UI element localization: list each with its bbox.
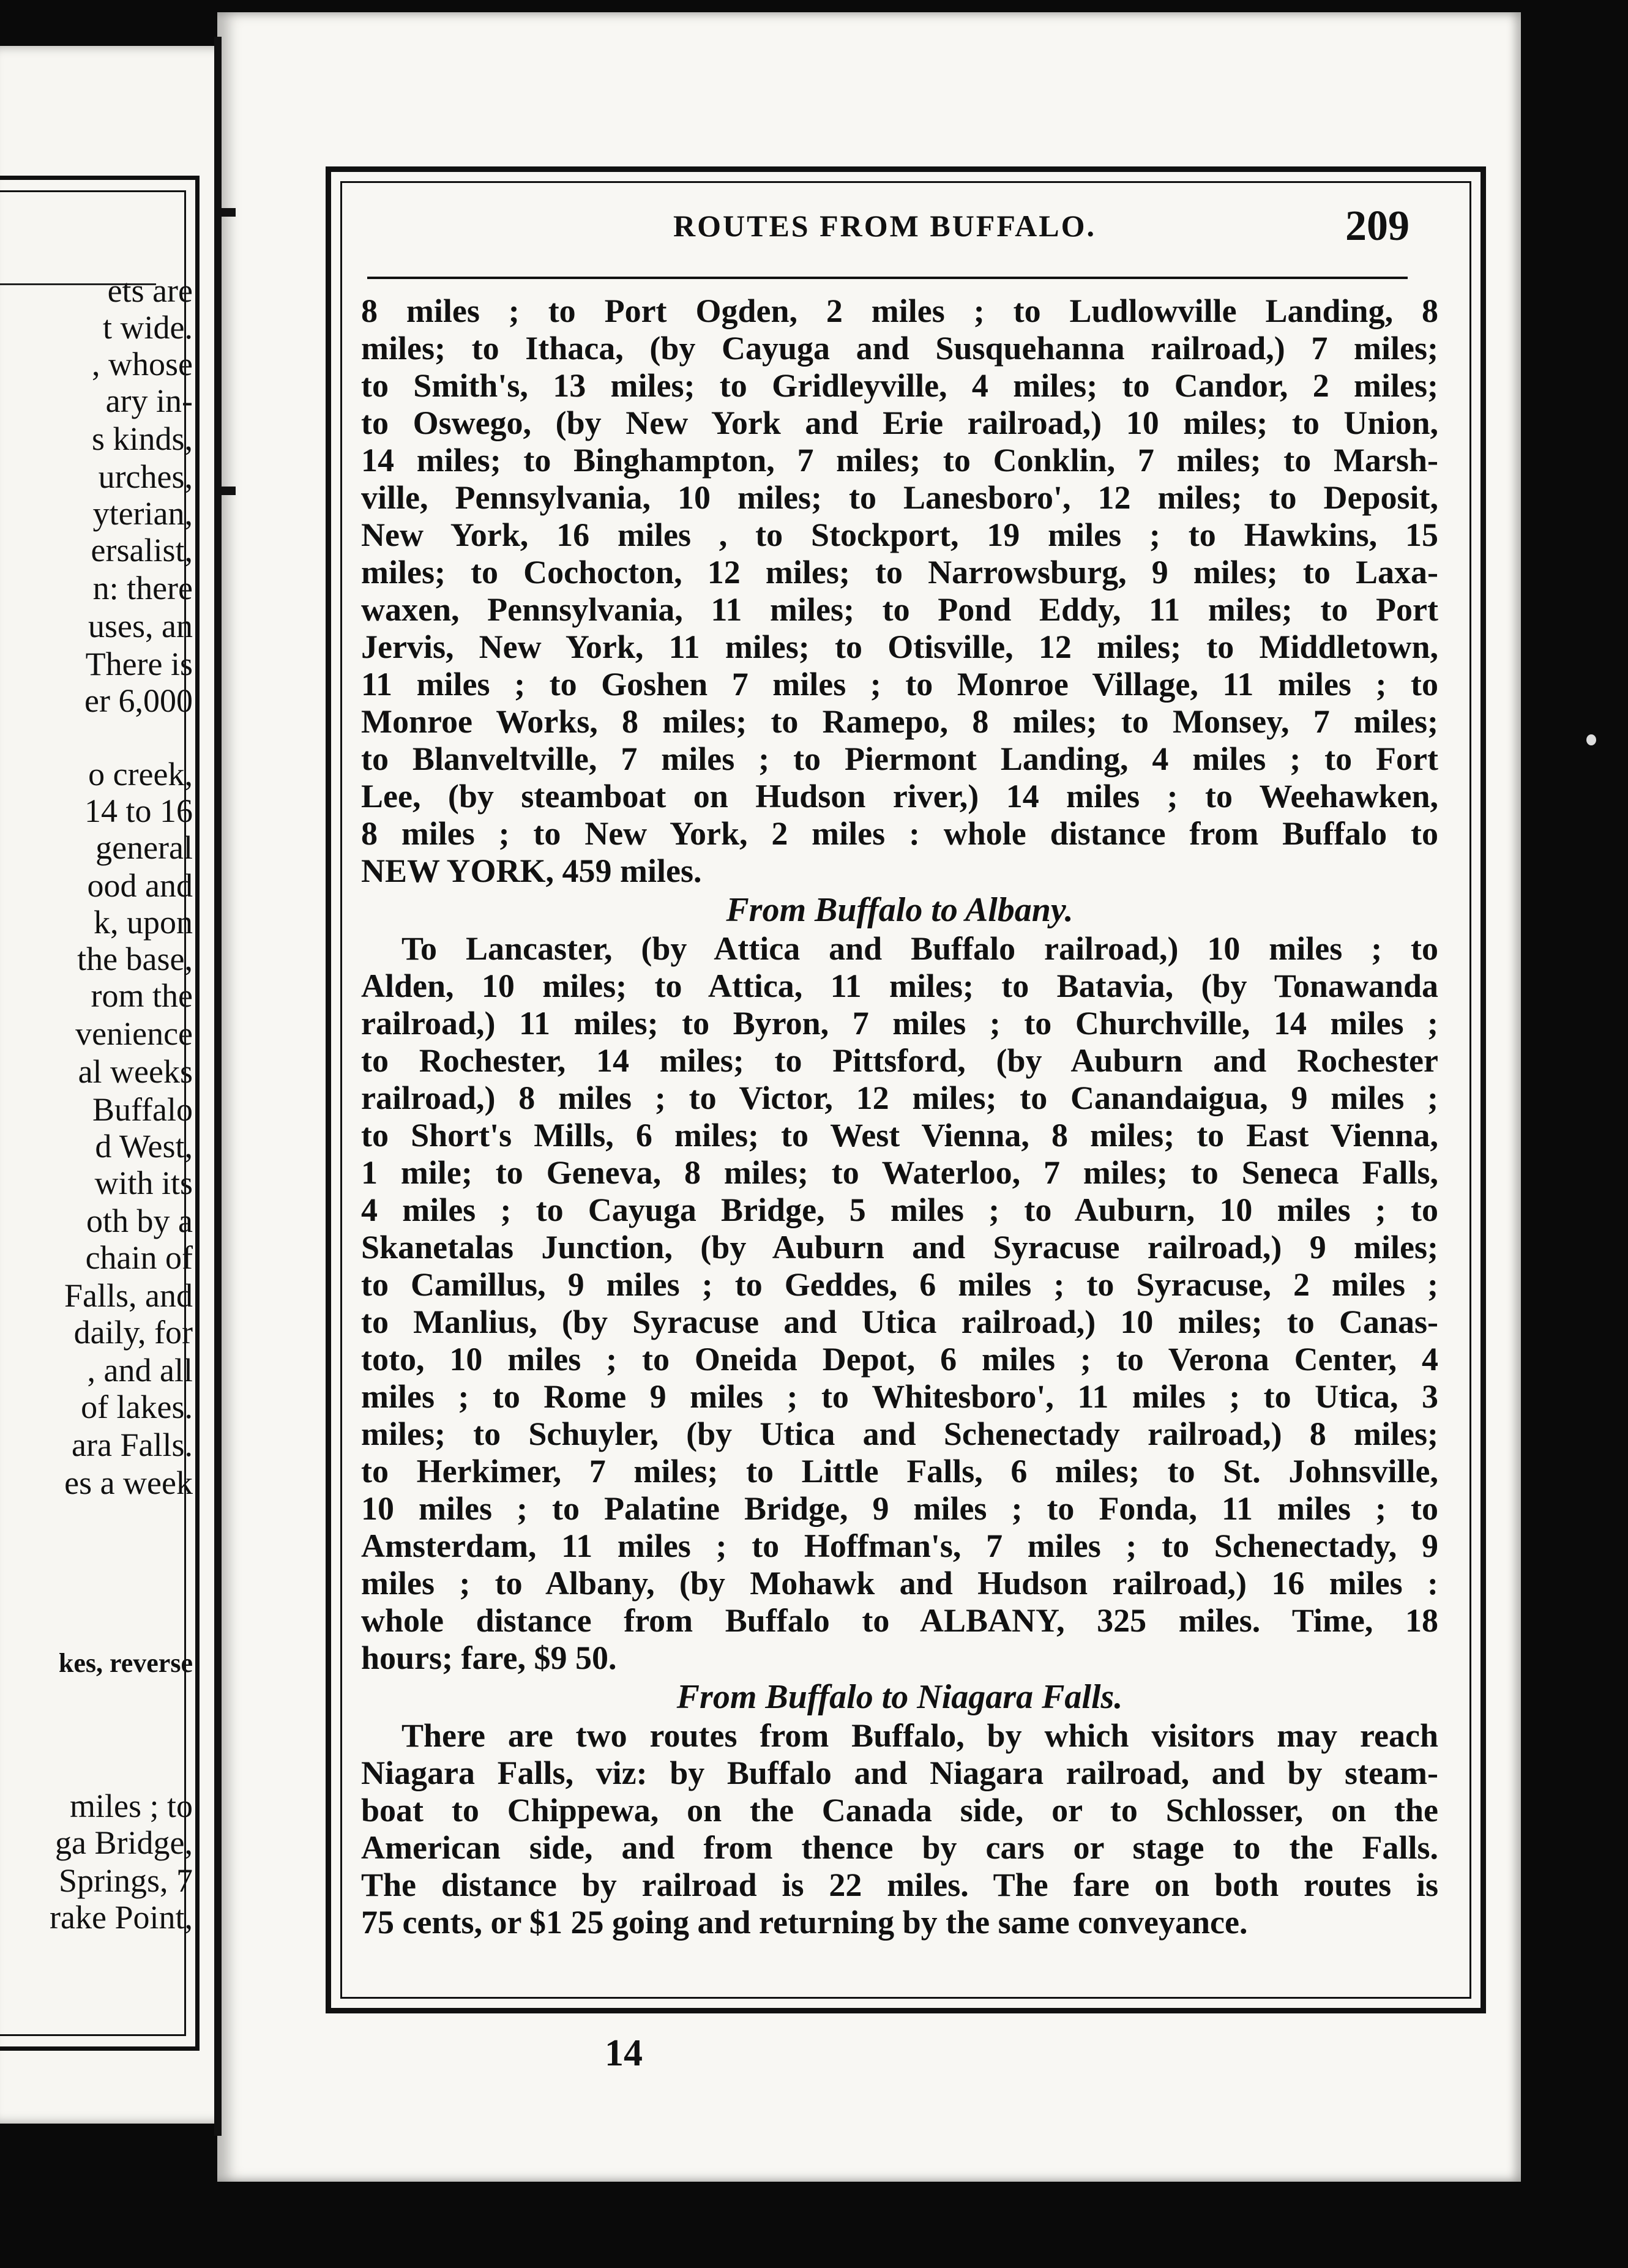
text-line: Alden, 10 miles; to Attica, 11 miles; to Batavia, (by Tonawanda [361, 968, 1438, 1004]
left-page-line: of lakes. [81, 1389, 193, 1425]
left-page-line: oth by a [86, 1203, 193, 1239]
left-page-line: There is [85, 646, 193, 682]
left-page-line: t wide. [103, 309, 193, 346]
left-page-line: miles ; to [70, 1788, 193, 1824]
text-line: miles; to Schuyler, (by Utica and Schenectady railroad,) 8 miles; [361, 1416, 1438, 1452]
spine-mark [217, 208, 236, 217]
left-page-line: , whose [92, 346, 193, 382]
left-page-line: Buffalo [92, 1091, 193, 1128]
text-line: miles ; to Rome 9 miles ; to Whitesboro', 11 miles ; to Utica, 3 [361, 1378, 1438, 1415]
text-line: miles; to Ithaca, (by Cayuga and Susquehanna railroad,) 7 miles; [361, 330, 1438, 367]
head-rule [367, 277, 1408, 279]
main-text [361, 293, 1438, 1941]
text-line: toto, 10 miles ; to Oneida Depot, 6 miles ; to Verona Center, 4 [361, 1341, 1438, 1378]
left-page-line: al weeks [78, 1053, 193, 1090]
section-route-to-new-york [361, 293, 1438, 890]
left-page-line: , and all [87, 1352, 193, 1389]
text-line: miles; to Cochocton, 12 miles; to Narrowsburg, 9 miles; to Laxa- [361, 554, 1438, 591]
left-page-line: yterian, [92, 495, 193, 532]
text-line: There are two routes from Buffalo, by which visitors may reach [401, 1717, 1438, 1754]
left-page-line: k, upon [94, 904, 193, 941]
section-heading-albany: From Buffalo to Albany. [726, 891, 1074, 929]
text-line: NEW YORK, 459 miles. [361, 852, 702, 889]
text-line: 11 miles ; to Goshen 7 miles ; to Monroe Village, 11 miles ; to [361, 666, 1438, 703]
text-line: 8 miles ; to New York, 2 miles : whole distance from Buffalo to [361, 815, 1438, 852]
text-line: American side, and from thence by cars or stage to the Falls. [361, 1829, 1438, 1866]
text-line: 1 mile; to Geneva, 8 miles; to Waterloo, 7 miles; to Seneca Falls, [361, 1154, 1438, 1191]
text-line: 8 miles ; to Port Ogden, 2 miles ; to Ludlowville Landing, 8 [361, 293, 1438, 329]
running-head: ROUTES FROM BUFFALO. [673, 209, 1097, 243]
paper-speck [1586, 734, 1596, 745]
text-line: boat to Chippewa, on the Canada side, or to Schlosser, on the [361, 1792, 1438, 1829]
text-line: railroad,) 11 miles; to Byron, 7 miles ; to Churchville, 14 miles ; [361, 1005, 1438, 1042]
text-line: Amsterdam, 11 miles ; to Hoffman's, 7 miles ; to Schenectady, 9 [361, 1528, 1438, 1564]
left-page-line: chain of [85, 1239, 193, 1276]
text-line: to Rochester, 14 miles; to Pittsford, (by Auburn and Rochester [361, 1042, 1438, 1079]
left-page-line: urches, [98, 458, 193, 495]
signature-folio: 14 [605, 2032, 643, 2074]
text-line: To Lancaster, (by Attica and Buffalo railroad,) 10 miles ; to [401, 930, 1438, 967]
text-line: to Blanveltville, 7 miles ; to Piermont Landing, 4 miles ; to Fort [361, 740, 1438, 777]
left-page-line: ood and [87, 867, 193, 904]
text-line: The distance by railroad is 22 miles. The fare on both routes is [361, 1867, 1438, 1903]
left-page-line: n: there [92, 570, 193, 606]
text-line: Jervis, New York, 11 miles; to Otisville, 12 miles; to Middletown, [361, 629, 1438, 665]
text-line: ville, Pennsylvania, 10 miles; to Lanesboro', 12 miles; to Deposit, [361, 479, 1438, 516]
text-line: Monroe Works, 8 miles; to Ramepo, 8 miles; to Monsey, 7 miles; [361, 703, 1438, 740]
left-page-line: ary in- [105, 382, 193, 419]
text-line: to Herkimer, 7 miles; to Little Falls, 6 miles; to St. Johnsville, [361, 1453, 1438, 1490]
left-page-line: venience [75, 1015, 193, 1052]
text-line: New York, 16 miles , to Stockport, 19 miles ; to Hawkins, 15 [361, 517, 1438, 553]
left-page-line: general [95, 829, 193, 866]
left-page-line: ersalist, [91, 532, 193, 569]
left-page-line: uses, an [88, 608, 193, 644]
left-page-line: kes, reverse [58, 1648, 193, 1678]
left-page-line: rom the [91, 977, 193, 1014]
text-line: to Manlius, (by Syracuse and Utica railroad,) 10 miles; to Canas- [361, 1304, 1438, 1340]
left-page-line: Springs, 7 [58, 1862, 193, 1899]
text-line: hours; fare, $9 50. [361, 1639, 617, 1676]
left-page-line: ga Bridge, [55, 1824, 193, 1861]
text-line: railroad,) 8 miles ; to Victor, 12 miles; to Canandaigua, 9 miles ; [361, 1080, 1438, 1116]
page-number: 209 [1345, 203, 1410, 250]
book-spine [214, 37, 222, 2136]
left-page-line: the base, [77, 941, 193, 977]
text-line: to Camillus, 9 miles ; to Geddes, 6 miles ; to Syracuse, 2 miles ; [361, 1266, 1438, 1303]
left-page-line: o creek, [88, 756, 193, 793]
text-line: to Short's Mills, 6 miles; to West Vienna, 8 miles; to East Vienna, [361, 1117, 1438, 1154]
text-line: Lee, (by steamboat on Hudson river,) 14 miles ; to Weehawken, [361, 778, 1438, 815]
left-page-line: er 6,000 [84, 682, 193, 719]
left-page-line: Falls, and [64, 1277, 193, 1314]
text-line: Skanetalas Junction, (by Auburn and Syracuse railroad,) 9 miles; [361, 1229, 1438, 1266]
text-line: 10 miles ; to Palatine Bridge, 9 miles ; to Fonda, 11 miles ; to [361, 1490, 1438, 1527]
section-route-to-niagara [361, 1717, 1438, 1941]
text-line: to Oswego, (by New York and Erie railroad,) 10 miles; to Union, [361, 405, 1438, 441]
left-page-line: with its [94, 1165, 193, 1201]
text-line: 4 miles ; to Cayuga Bridge, 5 miles ; to Auburn, 10 miles ; to [361, 1192, 1438, 1228]
left-page-line: ara Falls. [72, 1427, 193, 1463]
text-line: miles ; to Albany, (by Mohawk and Hudson railroad,) 16 miles : [361, 1565, 1438, 1602]
text-line: waxen, Pennsylvania, 11 miles; to Pond Eddy, 11 miles; to Port [361, 591, 1438, 628]
left-page-line: es a week [64, 1464, 193, 1501]
section-route-to-albany [361, 930, 1438, 1677]
left-page-line: 14 to 16 [84, 793, 193, 829]
text-line: whole distance from Buffalo to ALBANY, 325 miles. Time, 18 [361, 1602, 1438, 1639]
left-page-line: daily, for [73, 1314, 193, 1351]
text-line: to Smith's, 13 miles; to Gridleyville, 4 miles; to Candor, 2 miles; [361, 367, 1438, 404]
left-page-line: s kinds, [91, 420, 193, 457]
text-line: 14 miles; to Binghampton, 7 miles; to Conklin, 7 miles; to Marsh- [361, 442, 1438, 479]
section-heading-niagara: From Buffalo to Niagara Falls. [676, 1678, 1123, 1716]
left-page-line: d West, [95, 1128, 193, 1165]
text-line: 75 cents, or $1 25 going and returning by the same conveyance. [361, 1904, 1248, 1941]
left-page-line: rake Point, [50, 1899, 193, 1936]
text-line: Niagara Falls, viz: by Buffalo and Niagara railroad, and by steam- [361, 1755, 1438, 1791]
left-page-line: ets are [107, 272, 193, 309]
spine-mark [217, 487, 236, 495]
